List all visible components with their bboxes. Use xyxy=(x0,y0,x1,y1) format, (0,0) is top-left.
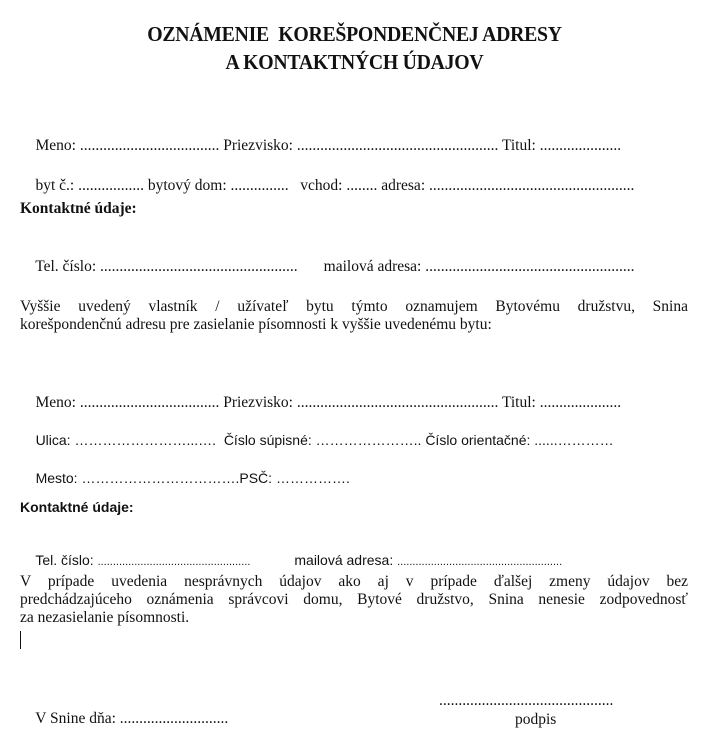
corr-meno-field[interactable]: .................................... xyxy=(79,394,220,411)
owner-meno-field[interactable]: .................................... xyxy=(79,137,220,154)
disclaimer-line-3: za nezasielanie písomnosti. xyxy=(20,609,190,626)
disclaimer-line-1: V prípade uvedenia nesprávnych údajov ako aj v prípade ďalšej zmeny údajov bez xyxy=(20,573,688,590)
owner-vchod-field[interactable]: ........ xyxy=(346,177,378,194)
owner-dom-field[interactable]: ............... xyxy=(230,177,289,194)
corr-ulica-field[interactable]: ……………………...…. xyxy=(74,432,217,448)
statement-line-1: Vyššie uvedený vlastník / užívateľ bytu týmto oznamujem Bytovému družstvu, Snina xyxy=(20,298,688,315)
corr-mail-label: mailová adresa: xyxy=(294,552,394,568)
signature-field[interactable]: ............................................. xyxy=(439,692,614,709)
corr-orientacne-label: Číslo orientačné: xyxy=(425,432,531,448)
corr-meno-label: Meno: xyxy=(35,394,76,411)
corr-priezvisko-field[interactable]: .................................................... xyxy=(296,394,499,411)
statement-line-2: korešpondenčnú adresu pre zasielanie písomnosti k vyššie uvedenému bytu: xyxy=(20,316,492,333)
corr-mesto-label: Mesto: xyxy=(35,470,78,486)
document-title-line-2: A KONTAKTNÝCH ÚDAJOV xyxy=(225,50,484,74)
corr-titul-field[interactable]: ..................... xyxy=(539,394,622,411)
corr-psc-field[interactable]: ……………. xyxy=(275,470,350,486)
disclaimer-paragraph xyxy=(20,573,688,627)
place-date-label: V Snine dňa: xyxy=(35,710,116,727)
corr-supisne-label: Číslo súpisné: xyxy=(223,432,312,448)
corr-tel-field[interactable]: .................................................. xyxy=(97,556,251,568)
owner-mail-label: mailová adresa: xyxy=(323,258,422,275)
corr-supisne-field[interactable]: ………………….. xyxy=(315,432,422,448)
corr-ulica-label: Ulica: xyxy=(35,432,71,448)
owner-tel-field[interactable]: ................................................... xyxy=(100,258,298,275)
corr-orientacne-field[interactable]: ......………… xyxy=(534,432,614,448)
corr-tel-label: Tel. číslo: xyxy=(35,552,94,568)
owner-dom-label: bytový dom: xyxy=(147,177,227,194)
owner-contact-heading: Kontaktné údaje: xyxy=(20,200,137,217)
place-date-row xyxy=(20,692,228,746)
place-date-field[interactable]: ............................ xyxy=(119,710,229,727)
corr-contact-heading: Kontaktné údaje: xyxy=(20,499,134,515)
owner-vchod-label: vchod: xyxy=(300,177,343,194)
corr-mesto-field[interactable]: ……………………………. xyxy=(81,470,240,486)
corr-mail-field[interactable]: ...................................................... xyxy=(397,556,563,568)
corr-psc-label: PSČ: xyxy=(239,470,273,486)
disclaimer-line-2: predchádzajúceho oznámenia správcovi domu, Bytové družstvo, Snina nenesie zodpovednosť xyxy=(20,591,688,608)
corr-city-row xyxy=(20,454,350,502)
owner-adresa-label: adresa: xyxy=(381,177,426,194)
owner-adresa-field[interactable]: ..................................................... xyxy=(429,177,635,194)
owner-titul-label: Titul: xyxy=(501,137,536,154)
owner-priezvisko-field[interactable]: .................................................... xyxy=(296,137,499,154)
signature-label: podpis xyxy=(515,711,557,728)
document-title-line-1: OZNÁMENIE KOREŠPONDENČNEJ ADRESY xyxy=(147,22,562,46)
statement-paragraph xyxy=(20,298,688,334)
owner-priezvisko-label: Priezvisko: xyxy=(223,137,293,154)
corr-titul-label: Titul: xyxy=(501,394,536,411)
owner-titul-field[interactable]: ..................... xyxy=(539,137,622,154)
owner-contact-row xyxy=(20,240,634,294)
owner-tel-label: Tel. číslo: xyxy=(35,258,97,275)
owner-meno-label: Meno: xyxy=(35,137,76,154)
owner-mail-field[interactable]: ...................................................... xyxy=(425,258,635,275)
corr-priezvisko-label: Priezvisko: xyxy=(223,394,293,411)
text-cursor xyxy=(20,631,21,649)
owner-byt-field[interactable]: ................. xyxy=(78,177,144,194)
owner-byt-label: byt č.: xyxy=(35,177,75,194)
